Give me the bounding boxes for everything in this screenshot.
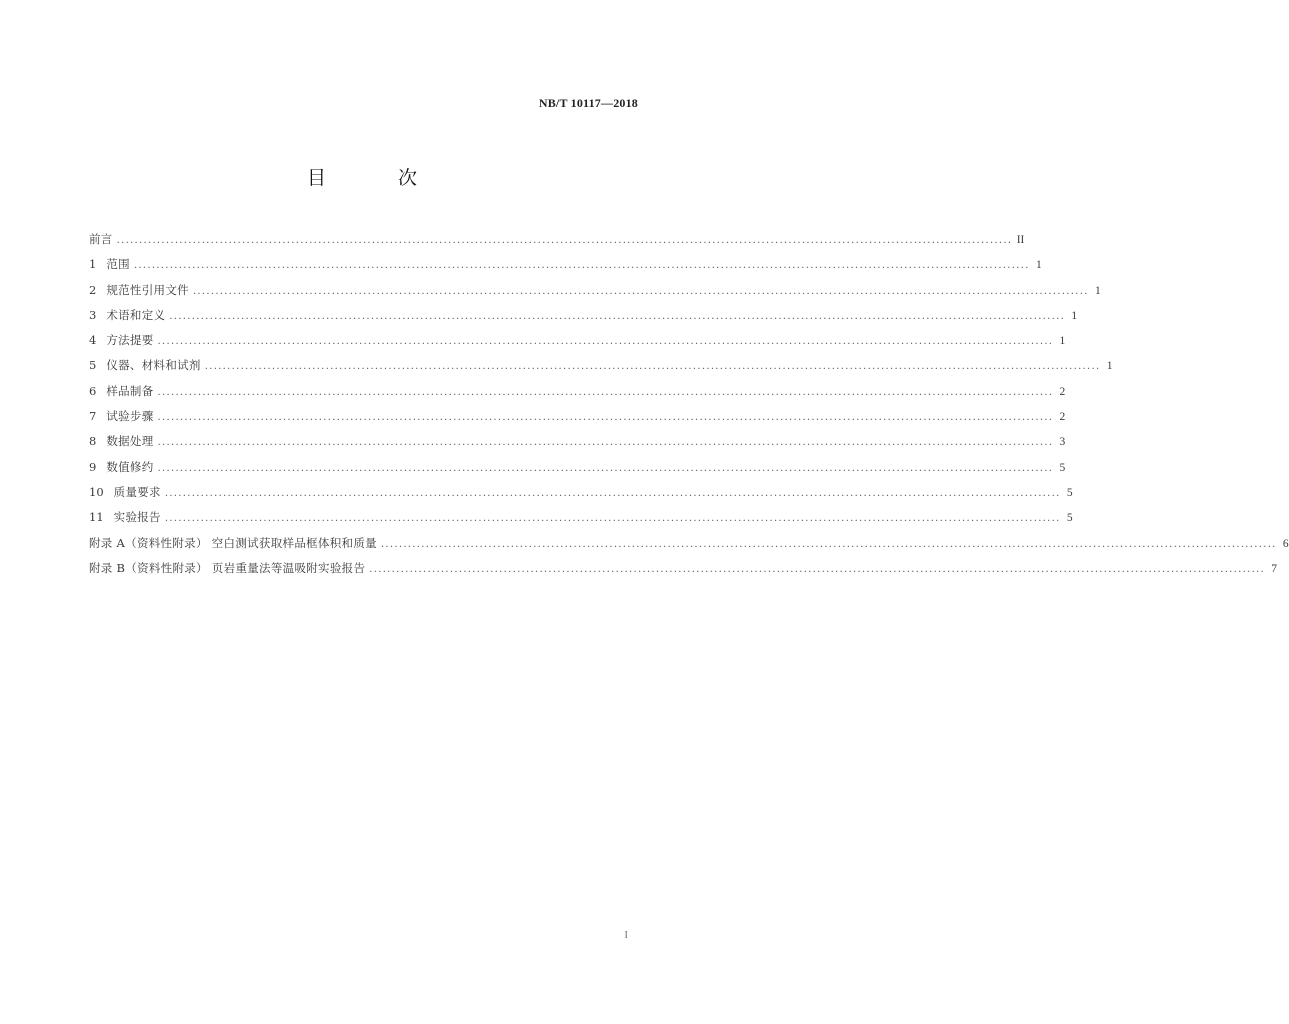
toc-number: 5 xyxy=(89,358,97,373)
toc-label: 附录 B（资料性附录） 页岩重量法等温吸附实验报告 xyxy=(89,560,366,575)
toc-page: 2 xyxy=(1059,385,1066,398)
toc-number: 2 xyxy=(89,282,97,297)
toc-label: 质量要求 xyxy=(113,484,161,499)
toc-entry-3[interactable] xyxy=(89,307,1078,332)
toc-leader: ........................................................................................................................................................................................................ xyxy=(157,437,1054,449)
toc-entry-9[interactable] xyxy=(89,459,1066,484)
toc-entry-foreword[interactable] xyxy=(89,231,1025,256)
toc-leader: ........................................................................................................................................................................................................ xyxy=(169,310,1066,322)
toc-page: 7 xyxy=(1271,562,1278,575)
toc-leader: ........................................................................................................................................................................................................ xyxy=(157,336,1054,348)
toc-label: 数据处理 xyxy=(106,434,154,449)
toc-leader: ........................................................................................................................................................................................................ xyxy=(116,235,1013,246)
toc-label: 实验报告 xyxy=(113,510,161,525)
toc-leader: ........................................................................................................................................................................................................ xyxy=(192,285,1089,297)
toc-entry-4[interactable] xyxy=(89,332,1066,357)
toc-page: 3 xyxy=(1059,436,1066,449)
standard-code: NB/T 10117—2018 xyxy=(538,96,638,110)
toc-entry-8[interactable] xyxy=(89,433,1066,458)
toc-page: 1 xyxy=(1106,360,1113,373)
toc-number: 9 xyxy=(89,459,97,474)
toc-page: 1 xyxy=(1035,259,1042,272)
toc-page: II xyxy=(1016,234,1025,246)
toc-entry-2[interactable] xyxy=(89,282,1101,307)
toc-page: 2 xyxy=(1059,411,1066,424)
toc-leader: ........................................................................................................................................................................................................ xyxy=(157,462,1054,474)
toc-page: 5 xyxy=(1066,486,1073,499)
toc-number: 1 xyxy=(89,257,97,272)
toc-leader: ........................................................................................................................................................................................................ xyxy=(369,563,1266,575)
toc-label: 数值修约 xyxy=(106,459,154,474)
toc-label: 附录 A（资料性附录） 空白测试获取样品框体积和质量 xyxy=(89,535,377,550)
toc-entry-7[interactable] xyxy=(89,408,1066,433)
toc-number: 7 xyxy=(89,409,97,424)
toc-page: 1 xyxy=(1071,309,1078,322)
toc-label: 前言 xyxy=(89,232,113,246)
page-title: 目 次 xyxy=(306,167,451,189)
toc-entry-appendix-a[interactable] xyxy=(89,535,1289,560)
toc-leader: ........................................................................................................................................................................................................ xyxy=(204,361,1101,373)
toc-leader: ........................................................................................................................................................................................................ xyxy=(164,487,1061,499)
toc-entry-6[interactable] xyxy=(89,383,1066,408)
toc-number: 11 xyxy=(89,510,104,525)
toc-entry-11[interactable] xyxy=(89,509,1073,534)
toc-entry-10[interactable] xyxy=(89,484,1073,509)
toc-label: 术语和定义 xyxy=(106,307,166,322)
toc-leader: ........................................................................................................................................................................................................ xyxy=(157,386,1054,398)
toc-number: 10 xyxy=(89,484,104,499)
toc-entry-appendix-b[interactable] xyxy=(89,560,1278,585)
toc-label: 范围 xyxy=(106,257,130,272)
toc-label: 规范性引用文件 xyxy=(106,282,189,297)
toc-page: 1 xyxy=(1094,284,1101,297)
toc-number: 3 xyxy=(89,307,97,322)
toc-label: 方法提要 xyxy=(106,333,154,348)
toc-number: 4 xyxy=(89,333,97,348)
toc-leader: ........................................................................................................................................................................................................ xyxy=(164,513,1061,525)
toc-page: 5 xyxy=(1066,512,1073,525)
toc-page: 5 xyxy=(1059,461,1066,474)
toc-page: 1 xyxy=(1059,335,1066,348)
page-number: I xyxy=(624,929,628,941)
toc-label: 试验步骤 xyxy=(106,409,154,424)
toc-entry-5[interactable] xyxy=(89,357,1113,382)
toc-label: 样品制备 xyxy=(106,383,154,398)
toc-number: 6 xyxy=(89,383,97,398)
toc-leader: ........................................................................................................................................................................................................ xyxy=(157,412,1054,424)
toc-leader: ........................................................................................................................................................................................................ xyxy=(380,538,1277,550)
toc-leader: ........................................................................................................................................................................................................ xyxy=(133,260,1030,272)
toc-entry-1[interactable] xyxy=(89,256,1042,281)
toc-page: 6 xyxy=(1282,537,1289,550)
toc-label: 仪器、材料和试剂 xyxy=(106,358,201,373)
table-of-contents xyxy=(89,231,1289,585)
toc-number: 8 xyxy=(89,434,97,449)
